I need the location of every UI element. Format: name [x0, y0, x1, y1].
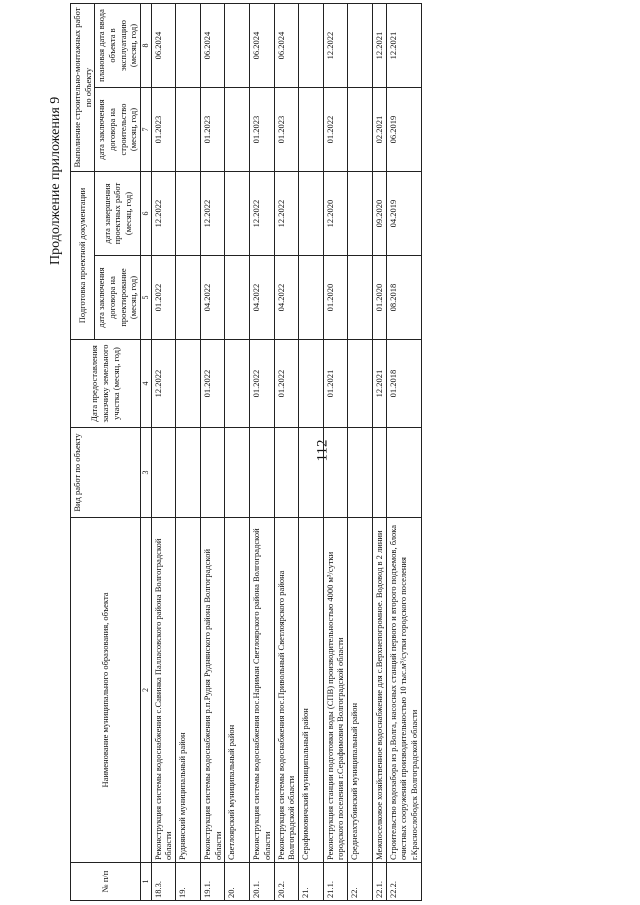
table-cell: 06.2024: [274, 4, 298, 88]
page-number: 112: [314, 439, 331, 462]
table-cell: 09.2020: [373, 172, 387, 256]
table-cell: 12.2020: [323, 172, 347, 256]
table-cell: [176, 340, 201, 428]
table-cell: 01.2022: [151, 256, 175, 340]
table-row: [151, 4, 175, 901]
table-cell: 06.2024: [151, 4, 175, 88]
table-cell: 21.: [298, 863, 323, 901]
table-cell: 04.2022: [250, 256, 274, 340]
column-number: 4: [140, 340, 151, 428]
table-cell: [348, 256, 373, 340]
table-row: [348, 4, 373, 901]
table-cell: 12.2022: [274, 172, 298, 256]
table-cell: 04.2019: [386, 172, 421, 256]
table-cell: [386, 428, 421, 518]
table-body: [151, 4, 421, 901]
table-cell: 01.2021: [323, 340, 347, 428]
table-cell: 08.2018: [386, 256, 421, 340]
table-cell: Реконструкция системы водоснабжения пос.Нариман Светлоярского района Волгоградской области: [250, 518, 274, 863]
header-num: № п/п: [71, 863, 141, 901]
header-land-date: Дата предоставления заказчику земельного участка (месяц, год): [71, 340, 141, 428]
column-number: 8: [140, 4, 151, 88]
table-cell: [298, 256, 323, 340]
table-cell: Реконструкция станции подготовки воды (СПВ) производительностью 4000 м³/сутки городского поселения г.Серафимович Волгоградской области: [323, 518, 347, 863]
header-design-start: дата заключения договора на проектирование (месяц, год): [95, 256, 141, 340]
table-cell: [176, 172, 201, 256]
table-row: [274, 4, 298, 901]
table-row: [386, 4, 421, 901]
table-cell: [176, 428, 201, 518]
table-cell: 12.2021: [373, 4, 387, 88]
table-cell: [373, 428, 387, 518]
table-cell: Реконструкция системы водоснабжения пос.Привольный Светлоярского района Волгоградской области: [274, 518, 298, 863]
table-cell: [348, 428, 373, 518]
table-cell: [176, 4, 201, 88]
header-work-type: Вид работ по объекту: [71, 428, 141, 518]
table-row: [201, 4, 225, 901]
table-cell: 02.2021: [373, 88, 387, 172]
column-number: 5: [140, 256, 151, 340]
table-cell: 19.1.: [201, 863, 225, 901]
table-cell: [225, 172, 250, 256]
table-cell: [151, 428, 175, 518]
table-cell: 01.2022: [323, 88, 347, 172]
table-cell: [348, 340, 373, 428]
column-number: 1: [140, 863, 151, 901]
table-cell: 04.2022: [274, 256, 298, 340]
table-cell: 01.2023: [274, 88, 298, 172]
schedule-table: [70, 3, 422, 901]
table-cell: [348, 88, 373, 172]
table-row: [225, 4, 250, 901]
table-cell: Серафимовичский муниципальный район: [298, 518, 323, 863]
table-cell: 22.1.: [373, 863, 387, 901]
header-construct-end: плановая дата ввода объекта в эксплуатацию (месяц, год): [95, 4, 141, 88]
table-cell: 20.: [225, 863, 250, 901]
column-number-row: [140, 4, 151, 901]
table-cell: 19.: [176, 863, 201, 901]
header-design-group: Подготовка проектной документации: [71, 172, 95, 340]
table-cell: 01.2022: [201, 340, 225, 428]
column-number: 6: [140, 172, 151, 256]
table-cell: Реконструкция системы водоснабжения с.Савинка Палласовского района Волгоградской области: [151, 518, 175, 863]
table-cell: Руднянский муниципальный район: [176, 518, 201, 863]
table-cell: Среднеахтубинский муниципальный район: [348, 518, 373, 863]
table-cell: 04.2022: [201, 256, 225, 340]
table-cell: 06.2024: [201, 4, 225, 88]
table-cell: 12.2022: [323, 4, 347, 88]
table-cell: [348, 4, 373, 88]
table-cell: [176, 88, 201, 172]
table-row: [298, 4, 323, 901]
header-name: Наименование муниципального образования, объекта: [71, 518, 141, 863]
table-row: [373, 4, 387, 901]
table-cell: 01.2020: [373, 256, 387, 340]
table-cell: 12.2022: [250, 172, 274, 256]
table-cell: 12.2021: [373, 340, 387, 428]
table-cell: 20.2.: [274, 863, 298, 901]
table-cell: [176, 256, 201, 340]
header-construct-group: Выполнение строительно-монтажных работ по объекту: [71, 4, 95, 172]
column-number: 7: [140, 88, 151, 172]
table-cell: [298, 172, 323, 256]
table-cell: 01.2023: [201, 88, 225, 172]
table-cell: [298, 428, 323, 518]
table-row: [250, 4, 274, 901]
table-cell: [298, 340, 323, 428]
table-cell: [323, 428, 347, 518]
table-cell: 06.2019: [386, 88, 421, 172]
table-cell: [225, 340, 250, 428]
table-cell: [250, 428, 274, 518]
table-cell: Межпоселковое хозяйственное водоснабжение для с.Верхнепогромное. Водовод в 2 линии: [373, 518, 387, 863]
table-cell: [201, 428, 225, 518]
header-design-end: дата завершения проектных работ (месяц, год): [95, 172, 141, 256]
table-cell: 01.2022: [250, 340, 274, 428]
table-cell: 12.2021: [386, 4, 421, 88]
table-cell: [225, 88, 250, 172]
table-row: [176, 4, 201, 901]
table-cell: [274, 428, 298, 518]
table-cell: 12.2022: [151, 340, 175, 428]
table-cell: [298, 4, 323, 88]
table-cell: 01.2023: [151, 88, 175, 172]
appendix-title: Продолжение приложения 9: [48, 96, 63, 265]
table-cell: 20.1.: [250, 863, 274, 901]
table-row: [323, 4, 347, 901]
table-cell: [225, 428, 250, 518]
column-number: 2: [140, 518, 151, 863]
table-cell: 01.2020: [323, 256, 347, 340]
table-cell: [225, 256, 250, 340]
table-cell: 01.2022: [274, 340, 298, 428]
table-cell: 01.2023: [250, 88, 274, 172]
table-cell: 22.2.: [386, 863, 421, 901]
header-construct-start: дата заключения договора на строительство (месяц, год): [95, 88, 141, 172]
table-cell: 12.2022: [201, 172, 225, 256]
table-cell: Строительство водозабора из р.Волга, насосных станций первого и второго подъемов, блока очистных сооружений производительностью 10 тыс.м³/сутки городского поселения г.Краснослободск Волгоградской области: [386, 518, 421, 863]
table-cell: Светлоярский муниципальный район: [225, 518, 250, 863]
table-cell: 12.2022: [151, 172, 175, 256]
table-cell: 18.3.: [151, 863, 175, 901]
table-cell: [348, 172, 373, 256]
table-cell: 21.1.: [323, 863, 347, 901]
table-cell: 01.2018: [386, 340, 421, 428]
table-cell: 06.2024: [250, 4, 274, 88]
table-cell: Реконструкция системы водоснабжения р.п.Рудня Руднянского района Волгоградской области: [201, 518, 225, 863]
table-cell: [298, 88, 323, 172]
table-cell: 22.: [348, 863, 373, 901]
column-number: 3: [140, 428, 151, 518]
table-cell: [225, 4, 250, 88]
